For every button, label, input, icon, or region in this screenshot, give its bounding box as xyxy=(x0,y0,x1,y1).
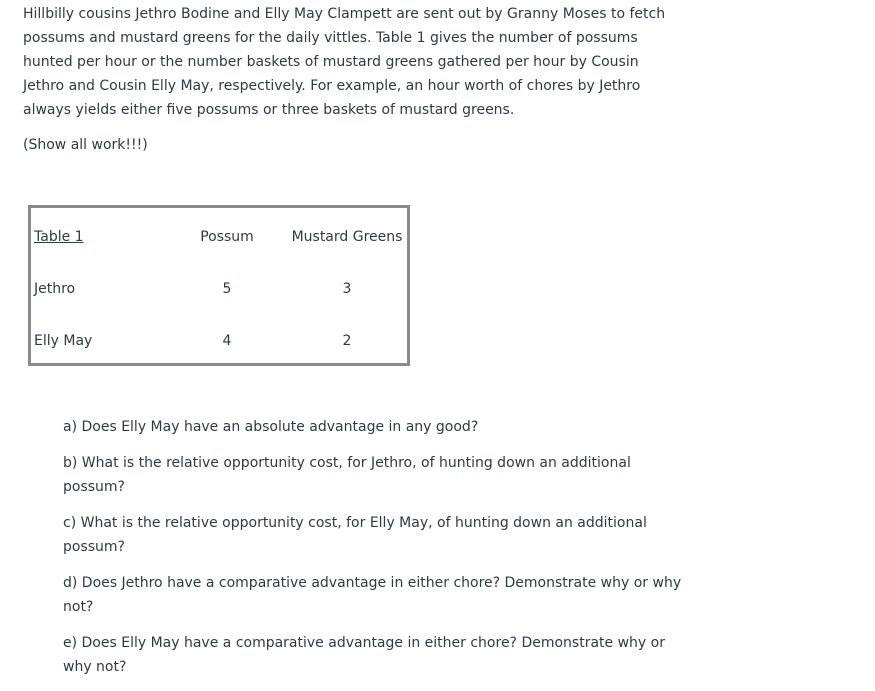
column-header-mustard-greens: Mustard Greens xyxy=(291,229,403,245)
cell-jethro-greens: 3 xyxy=(342,281,352,297)
row-label-jethro: Jethro xyxy=(34,281,76,297)
question-e: e) Does Elly May have a comparative advantage in either chore? Demonstrate why or why not? xyxy=(63,635,665,675)
production-table xyxy=(28,205,410,366)
cell-elly-may-greens: 2 xyxy=(342,333,352,349)
cell-jethro-possum: 5 xyxy=(222,281,232,297)
intro-paragraph: Hillbilly cousins Jethro Bodine and Elly May Clampett are sent out by Granny Moses to fetch possums and mustard greens for the daily vittles. Table 1 gives the number of possums hunted per hour or the number baskets of mustard greens gathered per hour by Cousin Jethro and Cousin Elly May, respectively. For example, an hour worth of chores by Jethro always yields either five possums or three baskets of mustard greens. xyxy=(23,6,666,118)
show-work-note: (Show all work!!!) xyxy=(23,137,148,153)
column-header-possum: Possum xyxy=(200,229,254,245)
cell-elly-may-possum: 4 xyxy=(222,333,232,349)
question-a: a) Does Elly May have an absolute advantage in any good? xyxy=(63,419,479,435)
question-d: d) Does Jethro have a comparative advantage in either chore? Demonstrate why or why not? xyxy=(63,575,682,615)
table-caption: Table 1 xyxy=(34,229,84,245)
question-b: b) What is the relative opportunity cost, for Jethro, of hunting down an additional possum? xyxy=(63,455,631,495)
question-list xyxy=(63,415,683,691)
row-label-elly-may: Elly May xyxy=(34,333,93,349)
question-c: c) What is the relative opportunity cost, for Elly May, of hunting down an additional possum? xyxy=(63,515,647,555)
